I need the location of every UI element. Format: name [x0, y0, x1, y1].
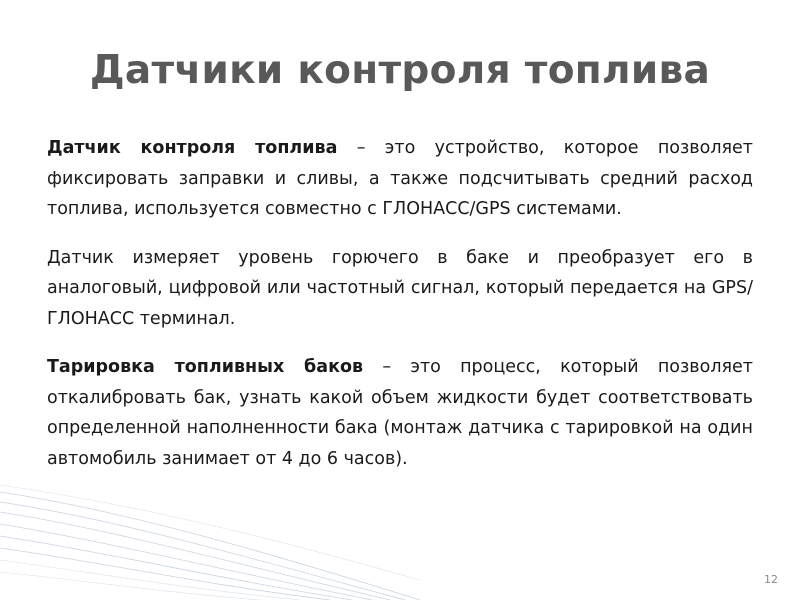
paragraph-fuel-sensor-definition — [47, 133, 753, 225]
page-number: 12 — [764, 573, 778, 586]
paragraph-text: – это устройство, которое позволяет фиксировать заправки и сливы, а также подсчитывать средний расход топлива, используется совместно с ГЛОНАСС/GPS системами. — [47, 138, 753, 219]
paragraph-text: Датчик измеряет уровень горючего в баке и преобразует его в аналоговый, цифровой или частотный сигнал, который передается на GPS/ГЛОНАСС терминал. — [47, 247, 753, 329]
slide-title: Датчики контроля топлива — [89, 48, 711, 93]
paragraph-sensor-function — [47, 243, 753, 335]
term-tank-calibration: Тарировка топливных баков — [47, 357, 364, 377]
paragraph-text: – это процесс, который позволяет откалибровать бак, узнать какой объем жидкости будет соответствовать определенной наполненности бака (монтаж датчика с тарировкой на один автомобиль занимает от 4 до 6 часов). — [47, 357, 754, 469]
term-fuel-sensor: Датчик контроля топлива — [47, 138, 338, 158]
paragraph-tank-calibration — [47, 352, 753, 474]
slide-body — [47, 133, 753, 474]
decorative-wave-lines — [0, 480, 420, 600]
